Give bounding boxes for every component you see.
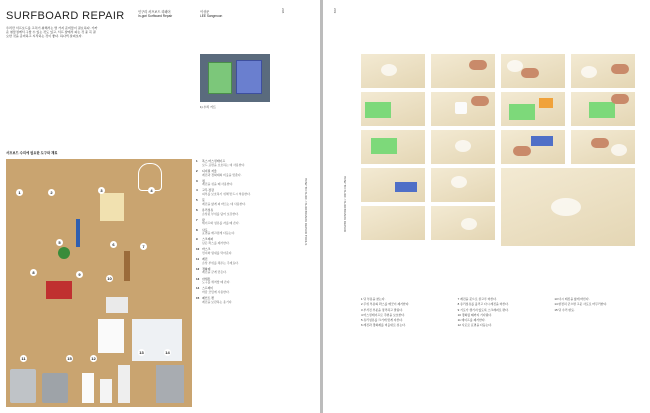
cutter (76, 219, 80, 247)
step-photo-2 (431, 54, 495, 88)
list-item: 1 폭스 마스킹테이프 보드 표면을 보호하는 데 사용한다. (196, 159, 246, 167)
subtitle-english: In-gori Surfboard Repair (138, 14, 173, 18)
steps-column-3 (554, 298, 645, 330)
step-photo-12 (571, 130, 635, 164)
tool-marker-9: 9 (76, 271, 83, 278)
list-item: 13 아세톤 도구를 세척할 때 쓴다. (196, 276, 231, 285)
step-photo-1 (361, 54, 425, 88)
wax-caption: 1) 수리 키트 (200, 105, 216, 109)
step-text: 1 딩 부분을 찾는다. (361, 297, 386, 301)
step-photo-15 (501, 168, 635, 246)
tool-marker-13: 13 (139, 350, 144, 355)
steps-photo-grid (361, 54, 641, 294)
step-photo-9 (361, 130, 425, 164)
brush (124, 251, 130, 281)
list-item: 7 칼 테이프와 섬유를 자를 때 쓴다. (196, 217, 240, 226)
list-item: 3 컵 레진을 섞을 때 사용한다. (196, 178, 234, 187)
list-item: 12 경화제 레진을 굳게 만든다. (196, 266, 227, 275)
hardener-bottle (100, 379, 112, 403)
step-photo-11 (501, 130, 565, 164)
author-korean: 이상문 (200, 10, 210, 14)
measuring-cup (106, 297, 128, 313)
list-item: 6 유리섬유 손상된 부위를 덮어 보강한다. (196, 207, 239, 216)
paper-sheet (98, 319, 124, 353)
step-photo-7 (501, 92, 565, 126)
tool-marker-10: 10 (107, 276, 112, 281)
tool-marker-15: 15 (67, 356, 72, 361)
step-text: 13 다시 레진을 얇게 바른다. (554, 297, 590, 301)
tools-caption: 서프보드 수리에 필요한 도구와 재료 (6, 151, 58, 155)
rotated-credit-left: HOW TO SURF / SURFBOARD REPAIR TOOLS (304, 178, 308, 246)
list-item: 4 고무 장갑 피부를 보호하기 위해 반드시 착용한다. (196, 188, 251, 197)
tool-marker-3: 3 (98, 187, 105, 194)
list-item: 5 붓 레진을 얇게 펴 바르는 데 사용한다. (196, 198, 246, 206)
step-text: 5 유리섬유를 크기에 맞게 자른다. (361, 318, 403, 323)
step-text: 8 유리섬유를 올리고 다시 레진을 바른다. (457, 302, 509, 307)
author-english: LEE Sangmoon (200, 14, 223, 18)
step-text: 2 주위 부분의 왁스를 깨끗이 제거한다. (361, 302, 410, 307)
tool-marker-4: 4 (148, 187, 155, 194)
subtitle (138, 10, 172, 18)
left-page (0, 0, 320, 413)
list-item: 11 레진 손상 부위를 채우는 주재료다. (196, 256, 239, 265)
step-photo-13 (361, 168, 425, 202)
page-number-right: 209 (333, 8, 337, 14)
tool-marker-14: 14 (165, 350, 170, 355)
step-photo-8 (571, 92, 635, 126)
step-text: 3 부서진 부분을 정리하고 말린다. (361, 307, 403, 312)
list-item: 14 스프레이 마감 코팅에 사용한다. (196, 286, 230, 295)
step-text: 7 레진을 붓으로 골고루 바른다. (457, 297, 497, 301)
fiberglass-sheet (100, 193, 124, 221)
tape-roll (58, 247, 70, 259)
paint-can-left (10, 369, 36, 403)
wax-package-blue (236, 60, 262, 94)
step-text: 11 테이프를 제거한다. (457, 318, 486, 323)
step-text: 9 기포가 생기지 않도록 스크래퍼로 편다. (457, 307, 509, 312)
tool-marker-8: 8 (30, 269, 37, 276)
step-photo-17 (431, 206, 495, 240)
step-photo-5 (361, 92, 425, 126)
spray-bottle (118, 365, 130, 403)
tool-marker-11: 11 (21, 356, 26, 361)
page-number-left: 208 (281, 8, 285, 14)
tool-marker-7: 7 (140, 243, 147, 250)
step-photo-4 (571, 54, 635, 88)
paint-can-right (42, 373, 68, 403)
list-item: 10 마스크 먼지와 냄새를 막아준다. (196, 247, 233, 255)
step-photo-14 (431, 168, 495, 202)
wax-package-green (208, 62, 232, 94)
list-item: 2 디지털 저울 레진과 경화제의 비율을 맞춘다. (196, 168, 242, 177)
step-text: 12 사포로 표면을 다듬는다. (457, 323, 493, 328)
resin-bottle (82, 373, 94, 403)
step-photo-3 (501, 54, 565, 88)
list-item: 15 페인트 캔 레진을 보관하는 용기다. (196, 296, 233, 304)
steps-column-2 (458, 298, 549, 330)
step-photo-10 (431, 130, 495, 164)
list-item: 8 사포 표면을 매끄럽게 다듬는다. (196, 227, 236, 236)
metal-can (156, 365, 184, 403)
tool-marker-2: 2 (48, 189, 55, 196)
page-title: SURFBOARD REPAIR (6, 10, 125, 22)
tool-marker-1: 1 (16, 189, 23, 196)
step-text: 15 딩 수리 완료. (554, 307, 575, 312)
wax-kit-photo (200, 54, 270, 102)
author (200, 10, 222, 18)
right-page (323, 0, 650, 413)
tool-marker-12: 12 (91, 356, 96, 361)
step-text: 10 경화될 때까지 기다린다. (457, 312, 493, 317)
step-text: 6 레진과 경화제를 비율대로 섞는다. (361, 323, 406, 328)
tool-marker-6: 6 (110, 241, 117, 248)
steps-column-1 (361, 298, 452, 330)
step-text: 14 완전히 굳으면 고운 사포로 마무리한다. (554, 302, 608, 307)
rotated-credit-right: HOW TO SURF / SURFBOARD REPAIR (343, 176, 347, 233)
tools-list (196, 160, 274, 307)
tool-marker-5: 5 (56, 239, 63, 246)
tools-photo (6, 159, 192, 407)
intro-text: 우리만 서프보드를 고치기 위해서는 몇 가지 준비물이 필요하다. 가까운 철물점에서 구할 수 있는 것도 있고, 서프 샵에서 파는 것 중 꼭 필요한 것을 준비하고 시작하는 것이 좋다. 하나씩 살펴보자. (6, 26, 98, 38)
step-text: 4 마스킹테이프로 주변을 보호한다. (361, 312, 405, 317)
gloves (46, 281, 72, 299)
steps-text (361, 298, 645, 330)
step-photo-6 (431, 92, 495, 126)
list-item: 9 스크래퍼 남은 왁스를 제거한다. (196, 237, 230, 246)
subtitle-korean: 인구리 서프보드 리페어 (138, 10, 171, 14)
step-photo-16 (361, 206, 425, 240)
